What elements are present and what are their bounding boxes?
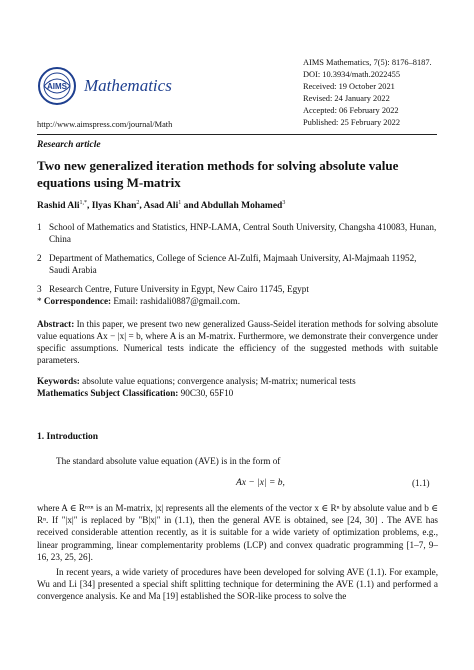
journal-url[interactable]: http://www.aimspress.com/journal/Math [37,120,173,129]
correspondence: * Correspondence: Email: rashidali0887@gmail.com. [37,296,240,306]
article-title: Two new generalized iteration methods for solving absolute value equations using M-matrix [37,158,399,190]
correspondence-email[interactable]: Email: rashidali0887@gmail.com. [113,296,240,306]
meta-published: Published: 25 February 2022 [303,118,401,127]
abstract [37,318,438,366]
equation-number: (1.1) [412,478,430,488]
author-affil-mark: 1,* [79,200,88,206]
msc-text: 90C30, 65F10 [180,388,234,398]
author-name: Rashid Ali [37,201,80,212]
author-affil-mark: 3 [282,200,286,206]
meta-doi[interactable]: DOI: 10.3934/math.2022455 [303,70,401,79]
msc-classification [37,387,438,399]
affiliation-number: 2 [37,253,42,263]
journal-name: Mathematics [84,76,172,95]
equation: Ax − |x| = b, [236,478,285,488]
correspondence-label: Correspondence: [43,296,112,306]
keywords-label: Keywords: [37,376,80,386]
author-affil-mark: 2 [136,200,140,206]
affiliation-number: 1 [37,222,42,232]
meta-accepted: Accepted: 06 February 2022 [303,106,399,115]
body-paragraph: The standard absolute value equation (AVE) is in the form of [56,456,281,466]
affiliation-text: Research Centre, Future University in Egypt, New Cairo 11745, Egypt [49,284,309,294]
affiliation-number: 3 [37,284,42,294]
keywords-text: absolute value equations; convergence analysis; M-matrix; numerical tests [82,376,356,386]
article-type: Research article [37,140,101,150]
abstract-label: Abstract: [37,319,75,329]
section-heading: 1. Introduction [37,432,99,442]
affiliation-item [37,283,439,295]
msc-label: Mathematics Subject Classification: [37,388,179,398]
affiliation-text: School of Mathematics and Statistics, HNP-LAMA, Central South University, Changsha 410083, Hunan, China [49,222,437,244]
author-list: Rashid Ali$^{1,*}$, Ilyas Khan$^2$, Asad Ali$^1$ and Abdullah Mohamed$^3$ [37,200,286,212]
meta-citation: AIMS Mathematics, 7(5): 8176–8187. [303,58,432,67]
meta-received: Received: 19 October 2021 [303,82,395,91]
author-affil-mark: 1 [178,200,182,206]
affiliation-text: Department of Mathematics, College of Science Al-Zulfi, Majmaah University, Al-Majmaah 11952, Saudi Arabia [49,253,417,275]
affiliation-item [37,252,439,276]
keywords [37,375,438,387]
meta-revised: Revised: 24 January 2022 [303,94,390,103]
author-name: Abdullah Mohamed [200,201,283,212]
abstract-text: In this paper, we present two new generalized Gauss-Seidel iteration methods for solving absolute value equations Ax − |x| = b, where A is an M-matrix. Furthermore, we demonstrate their convergence under specific assumptions. Numerical tests indicate the efficiency of the suggested methods with suitable parameters. [37,319,438,365]
body-paragraph: In recent years, a wide variety of procedures have been developed for solving AVE (1.1). For example, Wu and Li [34] presented a special shift splitting technique for determining the AVE (1.1) and performed a convergence analysis. Ke and Ma [19] established the SOR-like process to solve the [37,567,438,602]
publication-meta [303,57,432,129]
author-name: Asad Ali [143,201,179,212]
author-name: Ilyas Khan [91,201,137,212]
logo-text: AIMS [47,82,67,91]
affiliations [37,221,439,302]
aims-logo [37,66,77,106]
header-divider [37,134,437,135]
body-paragraph: where A ∈ Rⁿˣⁿ is an M-matrix, |x| represents all the elements of the vector x ∈ Rⁿ by absolute value and b ∈ Rⁿ. If "|x|" is replaced by "B|x|" in (1.1), then the general AVE is obtained, see [24, 30] . The AVE has received considerable attention recently, as it is suitable for a wide variety of optimization problems, e.g., linear programming, linear complementarity problems (LCP) and convex quadratic programming [1–7, 9–16, 23, 25, 26]. [37,503,438,562]
affiliation-item [37,221,439,245]
